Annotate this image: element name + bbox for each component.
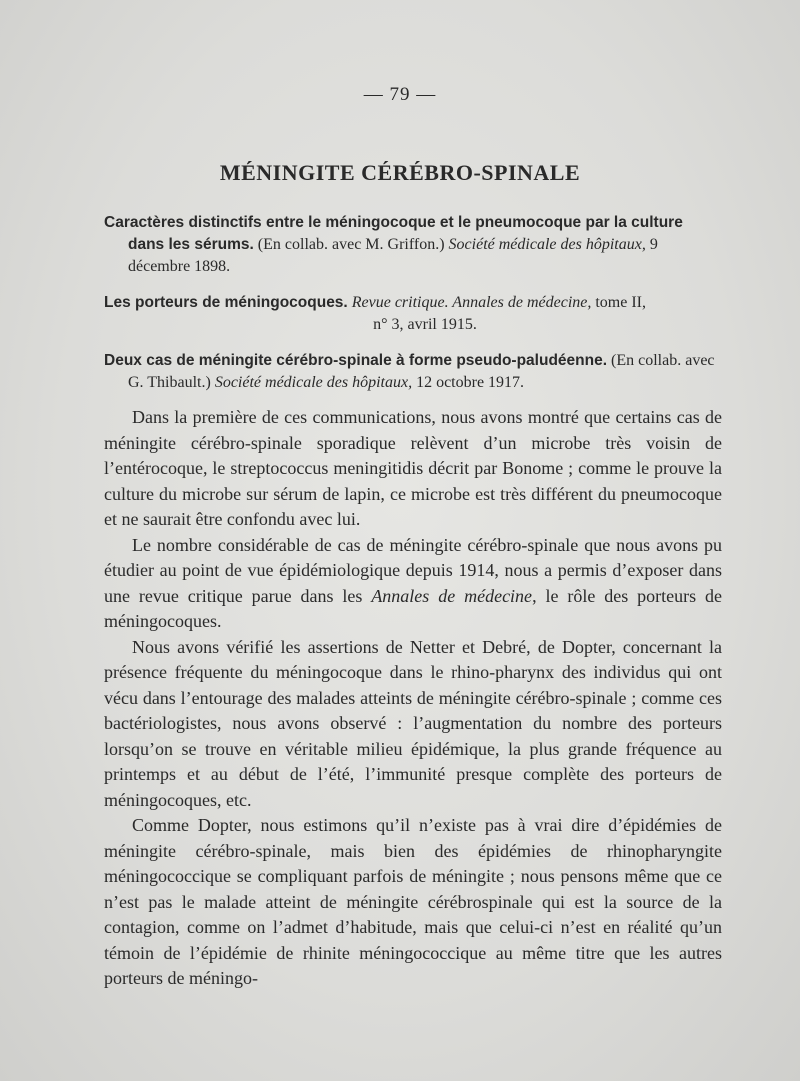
reference-note: (En collab. avec G. Thibault.) bbox=[128, 352, 715, 391]
body-text bbox=[104, 405, 722, 992]
paragraph-2-text-a: Le nombre considérable de cas de méningite cérébro-spinale que nous avons pu étudier au point de vue épidémiologique depuis 1914, nous a permis d’exposer dans une revue critique parue dans les bbox=[104, 534, 722, 606]
reference-journal: Revue critique. Annales de médecine, bbox=[347, 294, 592, 311]
paragraph-4: Comme Dopter, nous estimons qu’il n’existe pas à vrai dire d’épidémies de méningite cérébro-spinale, mais bien des épidémies de rhinopharyngite méningococcique se compliquant parfois de méningite ; nous pensons même que ce n’est pas le malade atteint de méningite cérébrospinale qui est la source de la contagion, comme on l’admet d’habitude, mais que celui-ci n’est en réalité qu’un témoin de l’épidémie de rhinite méningococcique au même titre que les autres porteurs de méningo- bbox=[104, 815, 722, 988]
paragraph-3: Nous avons vérifié les assertions de Netter et Debré, de Dopter, concernant la présence fréquente du méningocoque dans le rhino-pharynx des individus qui ont vécu dans l’entourage des malades atteints de méningite cérébro-spinale ; comme ces bactériologistes, nous avons observé : l’augmentation du nombre des porteurs lorsqu’on se trouve en véritable milieu épidémique, la plus grande fréquence au printemps et au début de l’été, l’immunité presque complète des porteurs de méningocoques, etc. bbox=[104, 636, 722, 810]
reference-item bbox=[104, 292, 722, 336]
reference-volume: tome II, bbox=[591, 294, 647, 311]
reference-title: Caractères distinctifs entre le méningocoque et le pneumocoque par la culture dans les sérums. bbox=[104, 214, 683, 253]
reference-item bbox=[104, 350, 722, 394]
reference-title: Deux cas de méningite cérébro-spinale à forme pseudo-paludéenne. bbox=[104, 352, 608, 369]
reference-journal: Société médicale des hôpitaux, bbox=[214, 374, 413, 391]
reference-issue: n° 3, avril 1915. bbox=[373, 316, 477, 333]
reference-title: Les porteurs de méningocoques. bbox=[104, 294, 348, 311]
reference-note: (En collab. avec M. Griffon.) bbox=[253, 236, 449, 253]
paragraph-2-text-b: , le rôle des porteurs de méningocoques. bbox=[104, 585, 723, 631]
page-number: — 79 — bbox=[363, 84, 437, 105]
reference-list bbox=[104, 212, 722, 408]
reference-date: 9 décembre 1898. bbox=[128, 236, 658, 275]
paragraph-2-italic: Annales de médecine bbox=[371, 585, 533, 606]
chapter-title: MÉNINGITE CÉRÉBRO-SPINALE bbox=[219, 160, 581, 185]
paragraph-1: Dans la première de ces communications, nous avons montré que certains cas de méningite cérébro-spinale sporadique relèvent d’un microbe très voisin de l’entérocoque, le streptococcus meningitidis décrit par Bonome ; comme le prouve la culture du microbe sur sérum de lapin, ce microbe est très différent du pneumocoque et ne saurait être confondu avec lui. bbox=[104, 407, 722, 529]
paragraph-2 bbox=[104, 533, 722, 635]
reference-item bbox=[104, 212, 722, 278]
reference-date: 12 octobre 1917. bbox=[412, 374, 525, 391]
reference-journal: Société médicale des hôpitaux, bbox=[448, 236, 646, 253]
